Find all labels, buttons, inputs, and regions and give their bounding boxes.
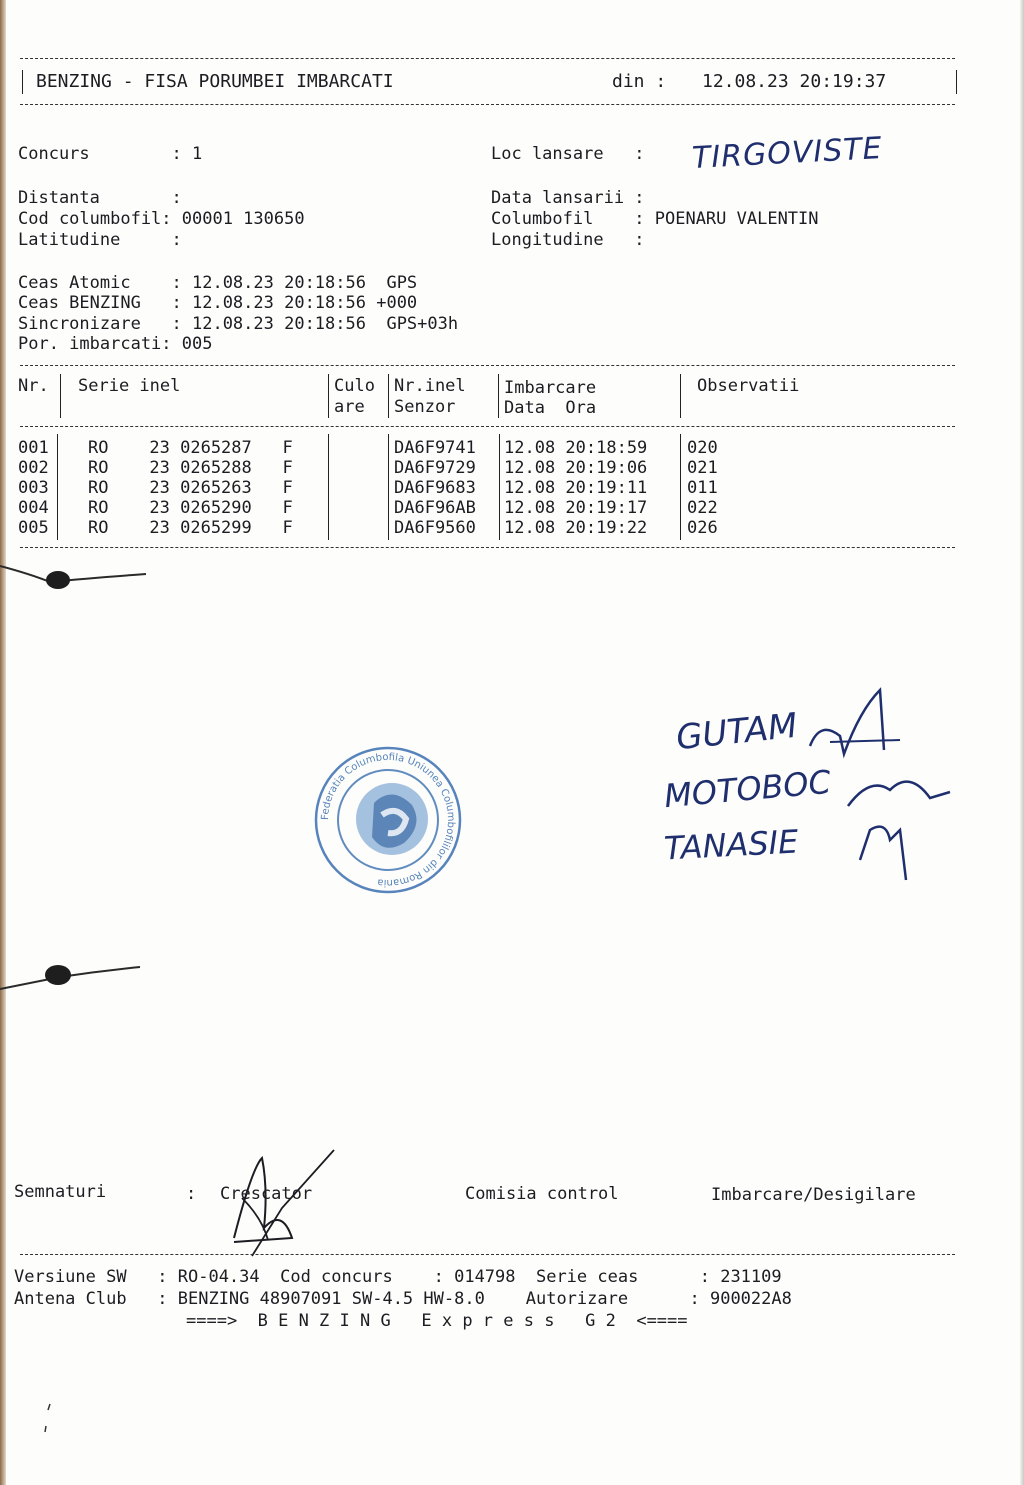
document-title: BENZING - FISA PORUMBEI IMBARCATI bbox=[36, 71, 394, 92]
table-header-separator bbox=[20, 426, 955, 427]
cod-columbofil-line: Cod columbofil: 00001 130650 bbox=[18, 209, 305, 229]
pen-mark bbox=[40, 1400, 60, 1440]
row-serie: RO 23 0265287 F bbox=[88, 438, 293, 458]
stamp-seal bbox=[312, 745, 464, 895]
separator bbox=[20, 58, 955, 59]
col-divider bbox=[60, 374, 61, 418]
row-observatii: 011 bbox=[687, 478, 718, 498]
row-observatii: 021 bbox=[687, 458, 718, 478]
border bbox=[956, 70, 957, 94]
crescator-signature bbox=[222, 1148, 346, 1260]
col-divider bbox=[328, 434, 329, 540]
row-observatii: 020 bbox=[687, 438, 718, 458]
row-senzor: DA6F9560 bbox=[394, 518, 476, 538]
footer-separator bbox=[20, 1254, 955, 1255]
row-serie: RO 23 0265299 F bbox=[88, 518, 293, 538]
row-senzor: DA6F9683 bbox=[394, 478, 476, 498]
row-data-ora: 12.08 20:19:22 bbox=[504, 518, 648, 538]
benzing-express-banner: ====> B E N Z I N G E x p r e s s G 2 <==== bbox=[186, 1311, 688, 1331]
col-divider bbox=[328, 374, 329, 418]
col-divider bbox=[57, 434, 58, 540]
latitudine-line: Latitudine : bbox=[18, 230, 182, 250]
crescator-label: Crescator bbox=[220, 1184, 313, 1204]
col-divider bbox=[680, 434, 681, 540]
col-header-senzor: Senzor bbox=[394, 397, 456, 417]
row-senzor: DA6F9741 bbox=[394, 438, 476, 458]
row-data-ora: 12.08 20:18:59 bbox=[504, 438, 648, 458]
row-nr: 002 bbox=[18, 458, 49, 478]
row-senzor: DA6F96AB bbox=[394, 498, 476, 518]
concurs-line: Concurs : 1 bbox=[18, 144, 203, 164]
row-data-ora: 12.08 20:19:06 bbox=[504, 458, 648, 478]
semnaturi-colon: : bbox=[186, 1184, 197, 1204]
comisia-control-label: Comisia control bbox=[465, 1184, 619, 1204]
page-edge bbox=[1020, 0, 1024, 1485]
distanta-line: Distanta : bbox=[18, 188, 182, 208]
border bbox=[22, 70, 23, 94]
row-data-ora: 12.08 20:19:17 bbox=[504, 498, 648, 518]
commission-name-2: MOTOBOC bbox=[662, 762, 833, 816]
col-header-nr: Nr. bbox=[18, 376, 49, 396]
row-serie: RO 23 0265263 F bbox=[88, 478, 293, 498]
staple-mark bbox=[0, 955, 150, 995]
din-label: din : bbox=[612, 71, 667, 92]
staple-mark bbox=[0, 560, 160, 600]
row-observatii: 022 bbox=[687, 498, 718, 518]
commission-signatures bbox=[800, 680, 960, 910]
row-observatii: 026 bbox=[687, 518, 718, 538]
row-senzor: DA6F9729 bbox=[394, 458, 476, 478]
col-header-culoare: Culo bbox=[334, 376, 375, 396]
loc-lansare-line: Loc lansare : bbox=[491, 144, 645, 164]
versiune-line: Versiune SW : RO-04.34 Cod concurs : 014798 Serie ceas : 231109 bbox=[14, 1267, 782, 1287]
row-serie: RO 23 0265288 F bbox=[88, 458, 293, 478]
row-nr: 001 bbox=[18, 438, 49, 458]
row-nr: 004 bbox=[18, 498, 49, 518]
col-header-serie-inel: Serie inel bbox=[78, 376, 181, 396]
semnaturi-label: Semnaturi bbox=[14, 1182, 107, 1202]
loc-lansare-handwritten: TIRGOVISTE bbox=[691, 131, 884, 176]
row-data-ora: 12.08 20:19:11 bbox=[504, 478, 648, 498]
col-divider bbox=[388, 374, 389, 418]
col-header-culoare-2: are bbox=[334, 397, 365, 417]
commission-name-1: GUTAM bbox=[674, 705, 800, 759]
row-nr: 003 bbox=[18, 478, 49, 498]
columbofil-line: Columbofil : POENARU VALENTIN bbox=[491, 209, 819, 229]
ceas-atomic-line: Ceas Atomic : 12.08.23 20:18:56 GPS bbox=[18, 273, 418, 293]
separator bbox=[20, 104, 955, 105]
table-top-separator bbox=[20, 365, 955, 366]
col-header-data-ora: Data Ora bbox=[504, 398, 597, 418]
row-nr: 005 bbox=[18, 518, 49, 538]
col-divider bbox=[499, 434, 500, 540]
table-bottom-separator bbox=[20, 547, 955, 548]
commission-name-3: TANASIE bbox=[663, 822, 800, 868]
por-imbarcati-line: Por. imbarcati: 005 bbox=[18, 334, 213, 354]
data-lansarii-line: Data lansarii : bbox=[491, 188, 645, 208]
col-divider bbox=[680, 374, 681, 418]
col-header-imbarcare: Imbarcare bbox=[504, 378, 597, 398]
imbarcare-desigilare-label: Imbarcare/Desigilare bbox=[711, 1185, 916, 1205]
row-serie: RO 23 0265290 F bbox=[88, 498, 293, 518]
longitudine-line: Longitudine : bbox=[491, 230, 645, 250]
col-divider bbox=[388, 434, 389, 540]
ceas-benzing-line: Ceas BENZING : 12.08.23 20:18:56 +000 bbox=[18, 293, 418, 313]
sincronizare-line: Sincronizare : 12.08.23 20:18:56 GPS+03h bbox=[18, 314, 459, 334]
antena-line: Antena Club : BENZING 48907091 SW-4.5 HW-8.0 Autorizare : 900022A8 bbox=[14, 1289, 792, 1309]
col-header-nr-inel: Nr.inel bbox=[394, 376, 466, 396]
binding-edge bbox=[0, 0, 6, 1485]
print-datetime: 12.08.23 20:19:37 bbox=[702, 71, 887, 92]
stamp-text: Federatia Columbofila Uniunea Columbofililor din Romania bbox=[319, 751, 457, 889]
col-divider bbox=[498, 374, 499, 418]
col-header-observatii: Observatii bbox=[697, 376, 800, 396]
